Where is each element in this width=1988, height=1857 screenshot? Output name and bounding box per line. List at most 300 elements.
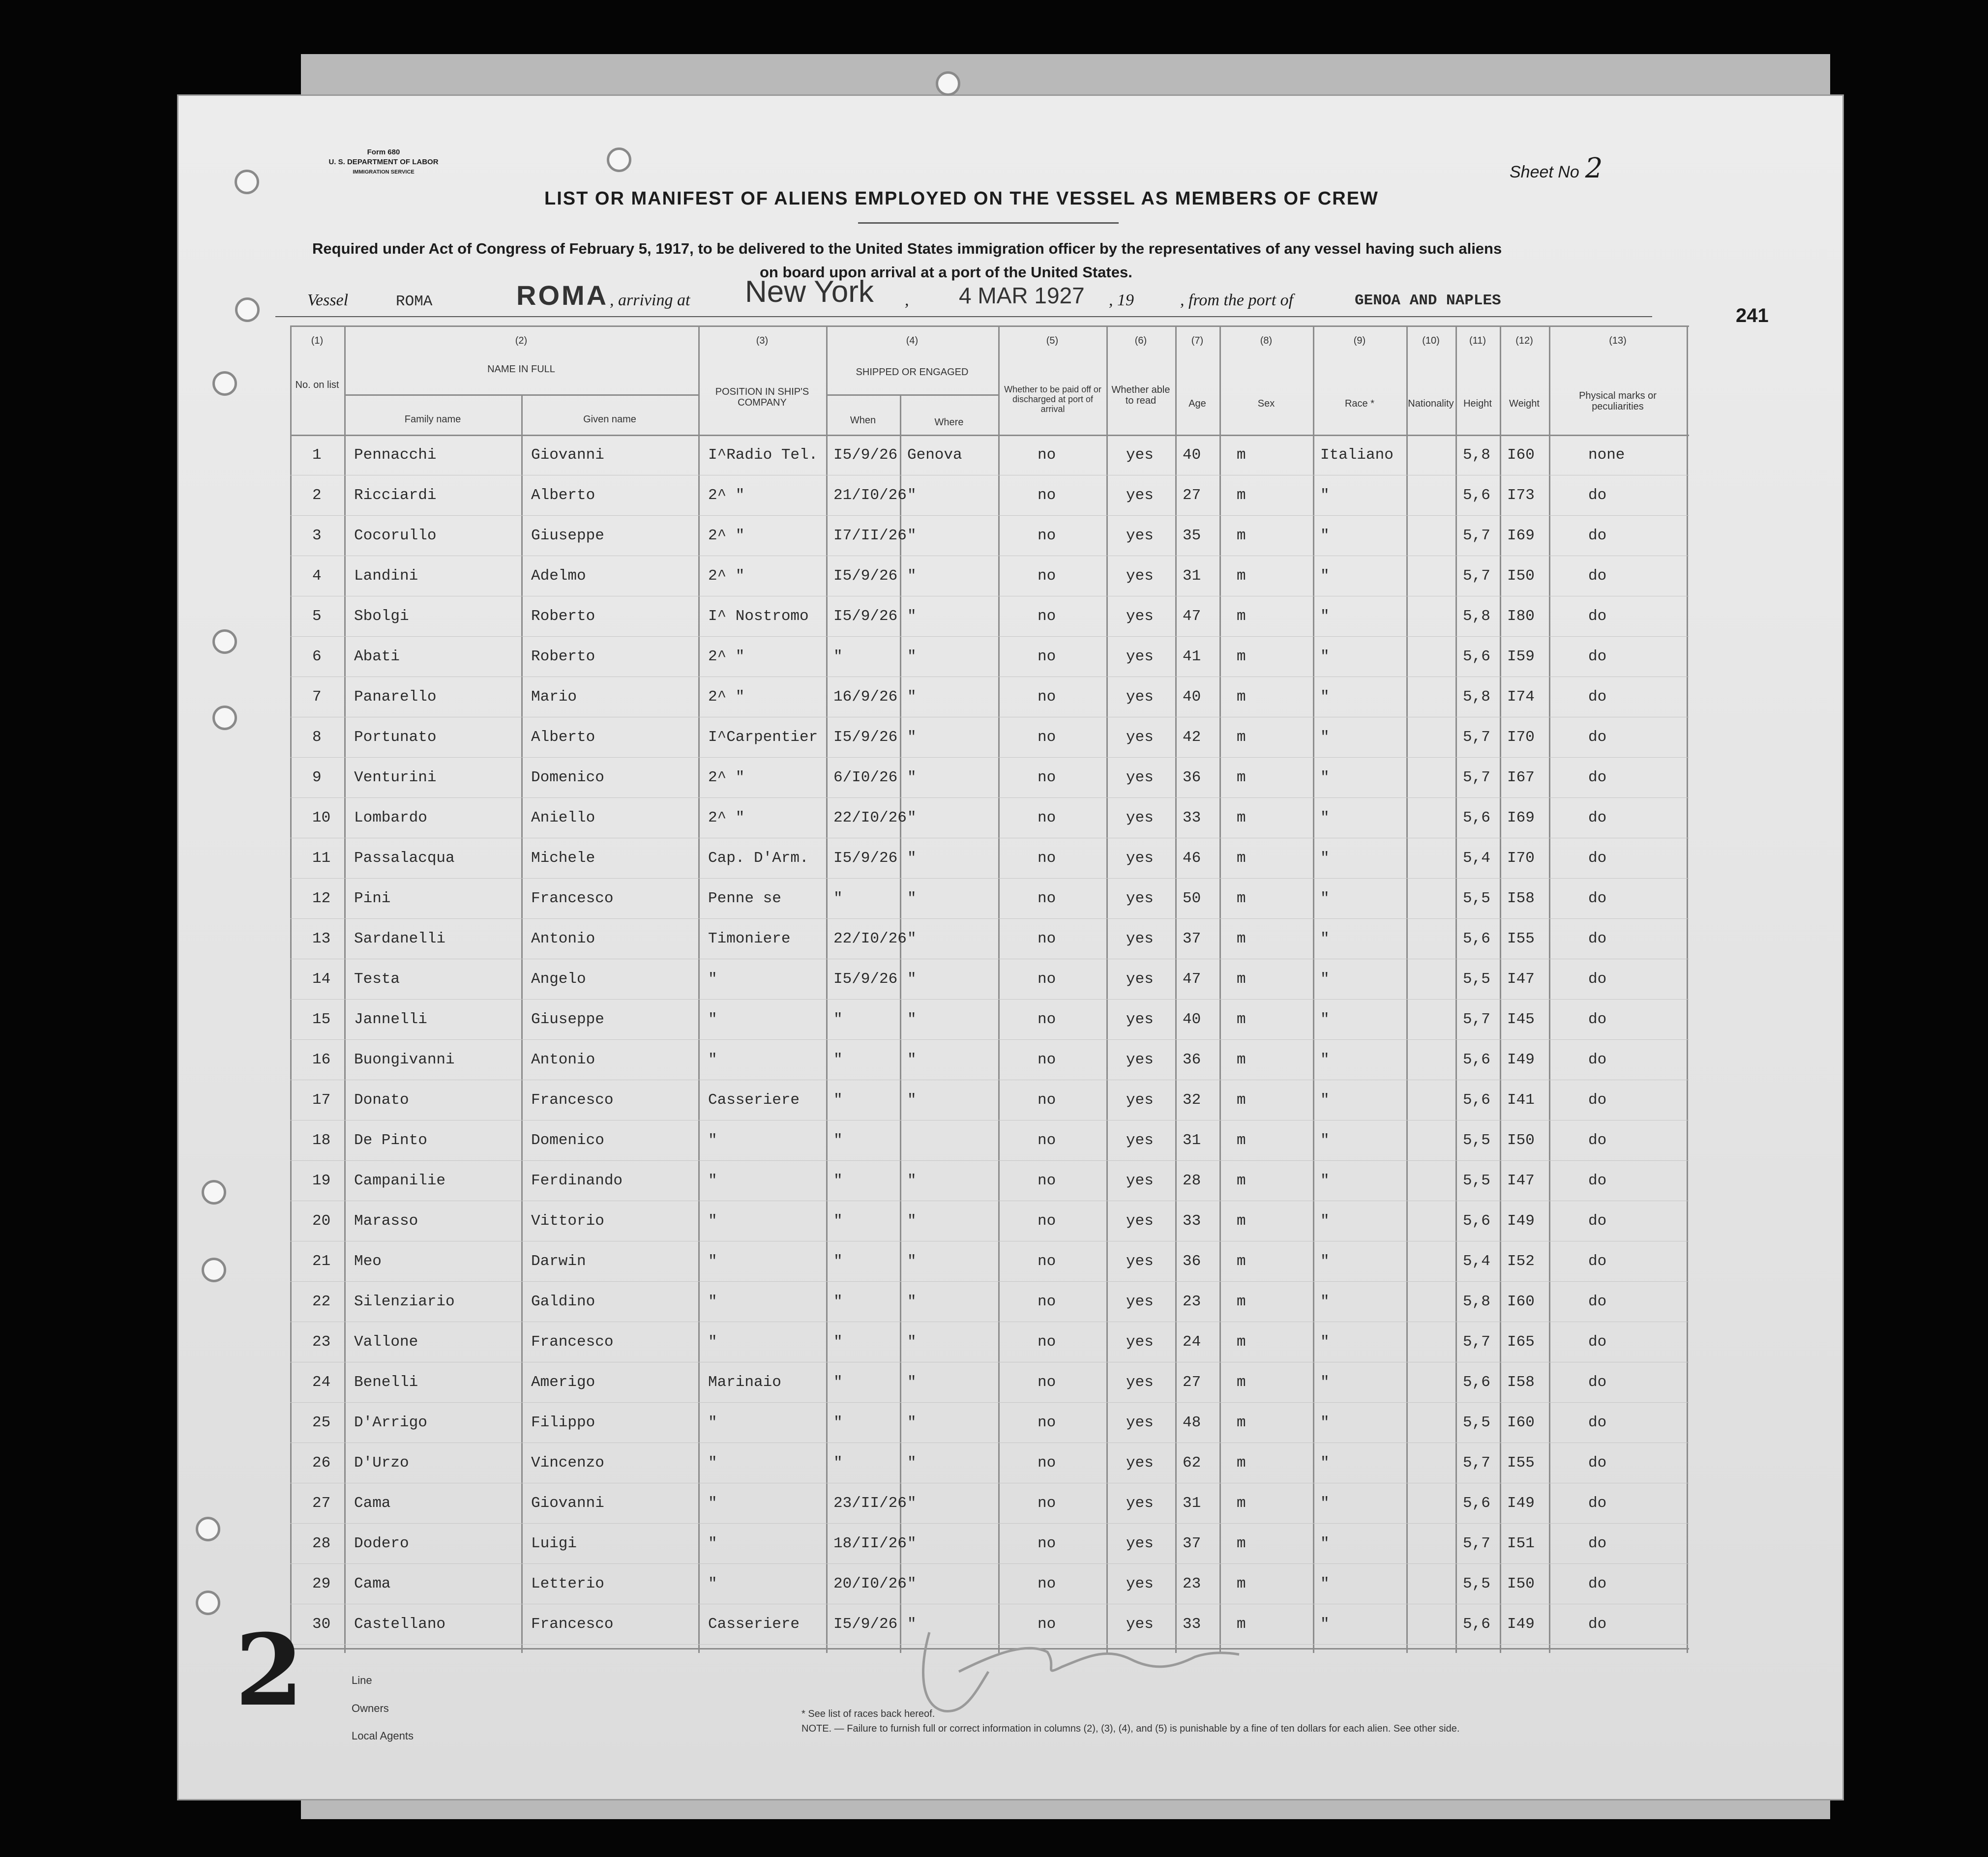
sex: m — [1237, 729, 1246, 746]
shipped-where: " — [907, 930, 917, 947]
sex: m — [1237, 1051, 1246, 1068]
weight: I49 — [1507, 1495, 1535, 1512]
paid-off: no — [1038, 1454, 1056, 1472]
paid-off: no — [1038, 1535, 1056, 1552]
family-name: Sbolgi — [354, 608, 409, 625]
shipped-where: " — [907, 1575, 917, 1592]
family-name: Buongivanni — [354, 1051, 455, 1068]
weight: I80 — [1507, 608, 1535, 625]
col-12-number: (12) — [1515, 335, 1533, 346]
family-name: Lombardo — [354, 809, 427, 826]
physical-marks: do — [1588, 890, 1607, 907]
position: Casseriere — [708, 1616, 800, 1633]
able-to-read: yes — [1126, 1616, 1154, 1633]
height: 5,7 — [1463, 1454, 1490, 1472]
age: 40 — [1183, 1011, 1201, 1028]
position: 2^ " — [708, 809, 745, 826]
age: 50 — [1183, 890, 1201, 907]
arriving-label: , arriving at — [610, 291, 690, 309]
binder-hole — [936, 71, 960, 96]
weight: I74 — [1507, 688, 1535, 706]
physical-marks: do — [1588, 688, 1607, 706]
col-no-on-list: No. on list — [295, 380, 339, 390]
table-row — [290, 601, 1689, 638]
given-name: Francesco — [531, 1091, 614, 1109]
shipped-where: " — [907, 1454, 917, 1472]
race-footnote: * See list of races back hereof. — [801, 1709, 935, 1719]
position: Cap. D'Arm. — [708, 850, 809, 867]
height: 5,7 — [1463, 1535, 1490, 1552]
weight: I55 — [1507, 930, 1535, 947]
able-to-read: yes — [1126, 850, 1154, 867]
physical-marks: do — [1588, 1293, 1607, 1310]
row-no: 7 — [312, 688, 322, 706]
weight: I49 — [1507, 1616, 1535, 1633]
sex: m — [1237, 527, 1246, 544]
weight: I58 — [1507, 890, 1535, 907]
height: 5,5 — [1463, 1172, 1490, 1189]
height: 5,5 — [1463, 971, 1490, 988]
position: " — [708, 1011, 717, 1028]
family-name: Cama — [354, 1495, 391, 1512]
table-row — [290, 1568, 1689, 1606]
table-row — [290, 883, 1689, 920]
sex: m — [1237, 1374, 1246, 1391]
given-name: Francesco — [531, 1333, 614, 1351]
table-row — [290, 722, 1689, 759]
age: 40 — [1183, 688, 1201, 706]
age: 37 — [1183, 930, 1201, 947]
col-10-number: (10) — [1422, 335, 1440, 346]
table-row — [290, 1085, 1689, 1122]
weight: I60 — [1507, 1293, 1535, 1310]
row-no: 28 — [312, 1535, 331, 1552]
table-row — [290, 1044, 1689, 1082]
age: 31 — [1183, 1495, 1201, 1512]
shipped-when: " — [833, 1051, 843, 1068]
weight: I41 — [1507, 1091, 1535, 1109]
row-no: 27 — [312, 1495, 331, 1512]
given-name: Giuseppe — [531, 1011, 604, 1028]
height: 5,6 — [1463, 1091, 1490, 1109]
row-rule — [290, 878, 1689, 879]
row-no: 13 — [312, 930, 331, 947]
binder-hole — [202, 1180, 226, 1205]
physical-marks: do — [1588, 971, 1607, 988]
table-row — [290, 1488, 1689, 1525]
table-row — [290, 762, 1689, 799]
given-name: Amerigo — [531, 1374, 595, 1391]
given-name: Darwin — [531, 1253, 586, 1270]
page-title: LIST OR MANIFEST OF ALIENS EMPLOYED ON THE VESSEL AS MEMBERS OF CREW — [544, 188, 1379, 209]
row-no: 18 — [312, 1132, 331, 1149]
row-no: 9 — [312, 769, 322, 786]
row-no: 24 — [312, 1374, 331, 1391]
sex: m — [1237, 487, 1246, 504]
weight: I55 — [1507, 1454, 1535, 1472]
nationality: " — [1320, 1495, 1330, 1512]
shipped-when: 16/9/26 — [833, 688, 898, 706]
position: " — [708, 1454, 717, 1472]
binder-hole — [202, 1258, 226, 1282]
paid-off: no — [1038, 1132, 1056, 1149]
sex: m — [1237, 1454, 1246, 1472]
height: 5,6 — [1463, 809, 1490, 826]
form-service: IMMIGRATION SERVICE — [353, 169, 415, 175]
col-7-number: (7) — [1191, 335, 1204, 346]
sex: m — [1237, 971, 1246, 988]
given-name: Alberto — [531, 729, 595, 746]
family-name: Portunato — [354, 729, 437, 746]
row-no: 25 — [312, 1414, 331, 1431]
signature — [900, 1613, 1274, 1731]
shipped-when: I5/9/26 — [833, 729, 898, 746]
paid-off: no — [1038, 1253, 1056, 1270]
row-no: 10 — [312, 809, 331, 826]
able-to-read: yes — [1126, 1414, 1154, 1431]
sheet-number-field — [1510, 152, 1602, 184]
shipped-when: " — [833, 1454, 843, 1472]
physical-marks: do — [1588, 567, 1607, 585]
position: " — [708, 1051, 717, 1068]
table-row — [290, 1407, 1689, 1444]
given-name: Domenico — [531, 1132, 604, 1149]
given-name: Adelmo — [531, 567, 586, 585]
nationality: " — [1320, 1253, 1330, 1270]
row-no: 4 — [312, 567, 322, 585]
given-name: Letterio — [531, 1575, 604, 1592]
paid-off: no — [1038, 1495, 1056, 1512]
shipped-where: " — [907, 890, 917, 907]
weight: I49 — [1507, 1051, 1535, 1068]
row-no: 3 — [312, 527, 322, 544]
col-name-in-full: NAME IN FULL — [487, 364, 555, 375]
paid-off: no — [1038, 648, 1056, 665]
departure-port: GENOA AND NAPLES — [1355, 292, 1501, 309]
row-no: 14 — [312, 971, 331, 988]
sex: m — [1237, 608, 1246, 625]
shipped-when: I5/9/26 — [833, 850, 898, 867]
physical-marks: do — [1588, 769, 1607, 786]
paid-off: no — [1038, 809, 1056, 826]
height: 5,6 — [1463, 1212, 1490, 1230]
sex: m — [1237, 1253, 1246, 1270]
paid-off: no — [1038, 1051, 1056, 1068]
family-name: Sardanelli — [354, 930, 446, 947]
row-no: 11 — [312, 850, 331, 867]
able-to-read: yes — [1126, 648, 1154, 665]
height: 5,7 — [1463, 1011, 1490, 1028]
title-rule — [858, 222, 1119, 224]
age: 37 — [1183, 1535, 1201, 1552]
form-number: Form 680 — [367, 148, 400, 156]
paid-off: no — [1038, 1212, 1056, 1230]
able-to-read: yes — [1126, 1374, 1154, 1391]
nationality: " — [1320, 1414, 1330, 1431]
page-number: 241 — [1736, 305, 1769, 326]
shipped-where: " — [907, 1495, 917, 1512]
height: 5,7 — [1463, 527, 1490, 544]
age: 33 — [1183, 809, 1201, 826]
shipped-when: 21/I0/26 — [833, 487, 907, 504]
position: 2^ " — [708, 487, 745, 504]
col-6-number: (6) — [1134, 335, 1147, 346]
height: 5,6 — [1463, 648, 1490, 665]
sex: m — [1237, 567, 1246, 585]
physical-marks: do — [1588, 648, 1607, 665]
age: 41 — [1183, 648, 1201, 665]
row-no: 2 — [312, 487, 322, 504]
able-to-read: yes — [1126, 971, 1154, 988]
physical-marks: do — [1588, 1212, 1607, 1230]
nationality: " — [1320, 1616, 1330, 1633]
given-name: Vincenzo — [531, 1454, 604, 1472]
row-rule — [290, 797, 1689, 798]
row-no: 21 — [312, 1253, 331, 1270]
weight: I51 — [1507, 1535, 1535, 1552]
sex: m — [1237, 648, 1246, 665]
row-rule — [290, 999, 1689, 1000]
shipped-where: " — [907, 1293, 917, 1310]
age: 23 — [1183, 1293, 1201, 1310]
position: " — [708, 1132, 717, 1149]
height: 5,7 — [1463, 729, 1490, 746]
table-row — [290, 1447, 1689, 1485]
able-to-read: yes — [1126, 769, 1154, 786]
weight: I45 — [1507, 1011, 1535, 1028]
col-11-number: (11) — [1469, 335, 1486, 346]
physical-marks: do — [1588, 1091, 1607, 1109]
able-to-read: yes — [1126, 890, 1154, 907]
able-to-read: yes — [1126, 1454, 1154, 1472]
row-no: 15 — [312, 1011, 331, 1028]
nationality: " — [1320, 729, 1330, 746]
paid-off: no — [1038, 930, 1056, 947]
age: 31 — [1183, 567, 1201, 585]
shipped-when: " — [833, 1293, 843, 1310]
height: 5,8 — [1463, 608, 1490, 625]
height: 5,8 — [1463, 688, 1490, 706]
physical-marks: do — [1588, 1454, 1607, 1472]
paid-off: no — [1038, 971, 1056, 988]
nationality: " — [1320, 1293, 1330, 1310]
paid-off: no — [1038, 729, 1056, 746]
weight: I73 — [1507, 487, 1535, 504]
position: Penne se — [708, 890, 781, 907]
shipped-when: I5/9/26 — [833, 446, 898, 464]
weight: I70 — [1507, 850, 1535, 867]
shipped-where: " — [907, 567, 917, 585]
given-name: Roberto — [531, 608, 595, 625]
height: 5,8 — [1463, 446, 1490, 464]
table-row — [290, 923, 1689, 961]
sex: m — [1237, 809, 1246, 826]
row-rule — [290, 757, 1689, 758]
weight: I50 — [1507, 1132, 1535, 1149]
sex: m — [1237, 1293, 1246, 1310]
weight: I50 — [1507, 567, 1535, 585]
given-name: Francesco — [531, 1616, 614, 1633]
shipped-when: 20/I0/26 — [833, 1575, 907, 1592]
physical-marks: do — [1588, 729, 1607, 746]
position: I^ Nostromo — [708, 608, 809, 625]
nationality: " — [1320, 1454, 1330, 1472]
paid-off: no — [1038, 487, 1056, 504]
from-port-label: , from the port of — [1180, 291, 1294, 309]
table-row — [290, 1246, 1689, 1283]
shipped-where: Genova — [907, 446, 962, 464]
shipped-where: " — [907, 1374, 917, 1391]
nationality: " — [1320, 1091, 1330, 1109]
table-row — [290, 1326, 1689, 1364]
shipped-where: " — [907, 1616, 917, 1633]
shipped-where: " — [907, 487, 917, 504]
table-row — [290, 520, 1689, 558]
family-name: D'Urzo — [354, 1454, 409, 1472]
row-rule — [290, 1281, 1689, 1282]
family-name: Marasso — [354, 1212, 418, 1230]
crew-table — [290, 325, 1689, 1653]
family-name: Landini — [354, 567, 418, 585]
nationality: " — [1320, 1051, 1330, 1068]
given-name: Roberto — [531, 648, 595, 665]
family-name: Cama — [354, 1575, 391, 1592]
given-name: Galdino — [531, 1293, 595, 1310]
sex: m — [1237, 890, 1246, 907]
physical-marks: do — [1588, 930, 1607, 947]
table-row — [290, 681, 1689, 719]
col-able-to-read: Whether able to read — [1111, 384, 1170, 406]
paid-off: no — [1038, 1616, 1056, 1633]
owners-label: Owners — [352, 1702, 389, 1714]
vessel-name-typed: ROMA — [396, 293, 433, 310]
header-rule — [290, 435, 1689, 436]
binder-hole — [235, 297, 260, 322]
given-name: Antonio — [531, 1051, 595, 1068]
physical-marks: do — [1588, 809, 1607, 826]
nationality: " — [1320, 567, 1330, 585]
sex: m — [1237, 1172, 1246, 1189]
able-to-read: yes — [1126, 729, 1154, 746]
col-3-number: (3) — [756, 335, 769, 346]
local-agents-label: Local Agents — [352, 1730, 414, 1742]
family-name: Testa — [354, 971, 400, 988]
sex: m — [1237, 930, 1246, 947]
row-rule — [290, 1402, 1689, 1403]
shipped-when: 18/II/26 — [833, 1535, 907, 1552]
given-name: Giovanni — [531, 446, 604, 464]
row-rule — [290, 1563, 1689, 1564]
table-row — [290, 964, 1689, 1001]
weight: I70 — [1507, 729, 1535, 746]
age: 48 — [1183, 1414, 1201, 1431]
shipped-when: " — [833, 1253, 843, 1270]
row-no: 23 — [312, 1333, 331, 1351]
row-no: 1 — [312, 446, 322, 464]
weight: I58 — [1507, 1374, 1535, 1391]
shipped-when: " — [833, 1132, 843, 1149]
row-rule — [290, 918, 1689, 919]
row-no: 29 — [312, 1575, 331, 1592]
nationality: " — [1320, 850, 1330, 867]
position: " — [708, 1212, 717, 1230]
binder-hole — [235, 170, 259, 194]
position: " — [708, 1535, 717, 1552]
able-to-read: yes — [1126, 1293, 1154, 1310]
able-to-read: yes — [1126, 1051, 1154, 1068]
nationality: " — [1320, 971, 1330, 988]
height: 5,5 — [1463, 1414, 1490, 1431]
height: 5,8 — [1463, 1293, 1490, 1310]
paid-off: no — [1038, 608, 1056, 625]
sex: m — [1237, 446, 1246, 464]
shipped-when: 6/I0/26 — [833, 769, 898, 786]
shipped-where: " — [907, 1212, 917, 1230]
row-rule — [290, 636, 1689, 637]
age: 47 — [1183, 608, 1201, 625]
nationality: " — [1320, 1132, 1330, 1149]
row-rule — [290, 1160, 1689, 1161]
able-to-read: yes — [1126, 1495, 1154, 1512]
binder-hole — [607, 147, 631, 172]
sex: m — [1237, 1212, 1246, 1230]
physical-marks: do — [1588, 1333, 1607, 1351]
height: 5,7 — [1463, 567, 1490, 585]
physical-marks: do — [1588, 608, 1607, 625]
position: " — [708, 1253, 717, 1270]
paid-off: no — [1038, 1414, 1056, 1431]
shipped-where: " — [907, 1535, 917, 1552]
physical-marks: do — [1588, 1535, 1607, 1552]
col-height: Height — [1463, 398, 1492, 409]
col-13-number: (13) — [1609, 335, 1627, 346]
nationality: " — [1320, 809, 1330, 826]
shipped-where: " — [907, 971, 917, 988]
paid-off: no — [1038, 890, 1056, 907]
position: 2^ " — [708, 688, 745, 706]
row-rule — [290, 1039, 1689, 1040]
shipped-when: " — [833, 1414, 843, 1431]
col-where: Where — [934, 417, 964, 428]
shipped-where: " — [907, 1172, 917, 1189]
vessel-name-stamp: ROMA — [516, 280, 609, 311]
position: " — [708, 1293, 717, 1310]
shipped-when: I5/9/26 — [833, 608, 898, 625]
shipped-where: " — [907, 1414, 917, 1431]
sex: m — [1237, 1011, 1246, 1028]
row-no: 30 — [312, 1616, 331, 1633]
paid-off: no — [1038, 1374, 1056, 1391]
given-name: Michele — [531, 850, 595, 867]
col-4-number: (4) — [906, 335, 919, 346]
given-name: Mario — [531, 688, 577, 706]
paid-off: no — [1038, 769, 1056, 786]
col-position: POSITION IN SHIP'S COMPANY — [715, 386, 809, 408]
physical-marks: none — [1588, 446, 1625, 464]
col-paid-off: Whether to be paid off or discharged at port of arrival — [1004, 384, 1101, 414]
weight: I50 — [1507, 1575, 1535, 1592]
table-row — [290, 560, 1689, 598]
nationality: " — [1320, 1535, 1330, 1552]
shipped-when: " — [833, 1212, 843, 1230]
family-name: Ricciardi — [354, 487, 437, 504]
shipped-where: " — [907, 608, 917, 625]
col-given-name: Given name — [583, 414, 636, 425]
shipped-where: " — [907, 527, 917, 544]
shipped-where: " — [907, 809, 917, 826]
col-weight: Weight — [1509, 398, 1540, 409]
given-name: Antonio — [531, 930, 595, 947]
